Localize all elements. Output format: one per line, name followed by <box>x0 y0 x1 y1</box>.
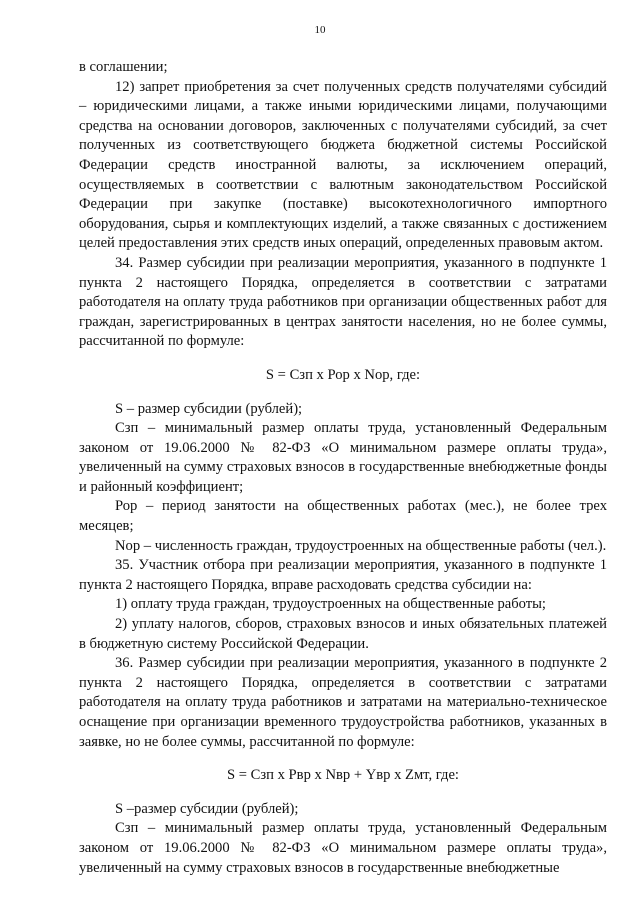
page-number: 10 <box>314 24 326 36</box>
definition-ror: Рор – период занятости на общественных работах (мес.), не более трех месяцев; <box>79 498 607 535</box>
list-item-2: 2) уплату налогов, сборов, страховых взносов и иных обязательных платежей в бюджетную систему Российской Федерации. <box>79 616 607 652</box>
list-item-1: 1) оплату труда граждан, трудоустроенных на общественные работы; <box>115 596 546 613</box>
formula-1: S = Сзп х Рор х Nор, где: <box>265 366 421 383</box>
definition-s: S – размер субсидии (рублей); <box>115 400 303 417</box>
paragraph-36: 36. Размер субсидии при реализации мероприятия, указанного в подпункте 2 пункта 2 настоящего Порядка, определяется в соответствии с затратами работодателя на оплату труда работников и затратами на материально-техническое оснащение при организации временного трудоустройства работников, указанных в заявке, но не более суммы, рассчитанной по формуле: <box>79 655 607 750</box>
formula-2: S = Сзп х Рвр х Nвр + Yвр х Zмт, где: <box>227 767 459 784</box>
paragraph-continuation: в соглашении; <box>79 59 168 75</box>
paragraph-35: 35. Участник отбора при реализации мероприятия, указанного в подпункте 1 пункта 2 настоящего Порядка, вправе расходовать средства субсидии на: <box>79 557 607 593</box>
definition-s-2: S –размер субсидии (рублей); <box>115 800 299 817</box>
definition-nor: Nор – численность граждан, трудоустроенных на общественные работы (чел.). <box>115 537 607 554</box>
paragraph-34: 34. Размер субсидии при реализации мероприятия, указанного в подпункте 1 пункта 2 настоящего Порядка, определяется в соответствии с затратами работодателя на оплату труда работников при организации общественных работ для граждан, зарегистрированных в центрах занятости населения, но не более суммы, рассчитанной по формуле: <box>79 254 607 350</box>
paragraph-item-12: 12) запрет приобретения за счет полученных средств получателями субсидий – юридическими лицами, а также иными юридическими лицами, получающими средства на основании договоров, заключенных с получателями субсидий, за счет полученных из соответствующего бюджета бюджетной системы Российской Федерации средств иностранной валюты, за исключением операций, осуществляемых в соответствии с валютным законодательством Российской Федерации при закупке (поставке) высокотехнологичного импортного оборудования, сырья и комплектующих изделий, а также связанных с достижением целей предоставления этих средств иных операций, определенных правовым актом. <box>79 78 607 252</box>
definition-szp: Сзп – минимальный размер оплаты труда, установленный Федеральным законом от 19.06.2000 № 82-ФЗ «О минимальном размере оплаты труда», увеличенный на сумму страховых взносов в государственные внебюджетные фонды и районный коэффициент; <box>79 420 607 495</box>
document-body <box>79 58 607 878</box>
definition-szp-2: Сзп – минимальный размер оплаты труда, установленный Федеральным законом от 19.06.2000 № 82-ФЗ «О минимальном размере оплаты труда», увеличенный на сумму страховых взносов в государственные внебюджетные <box>79 820 607 876</box>
